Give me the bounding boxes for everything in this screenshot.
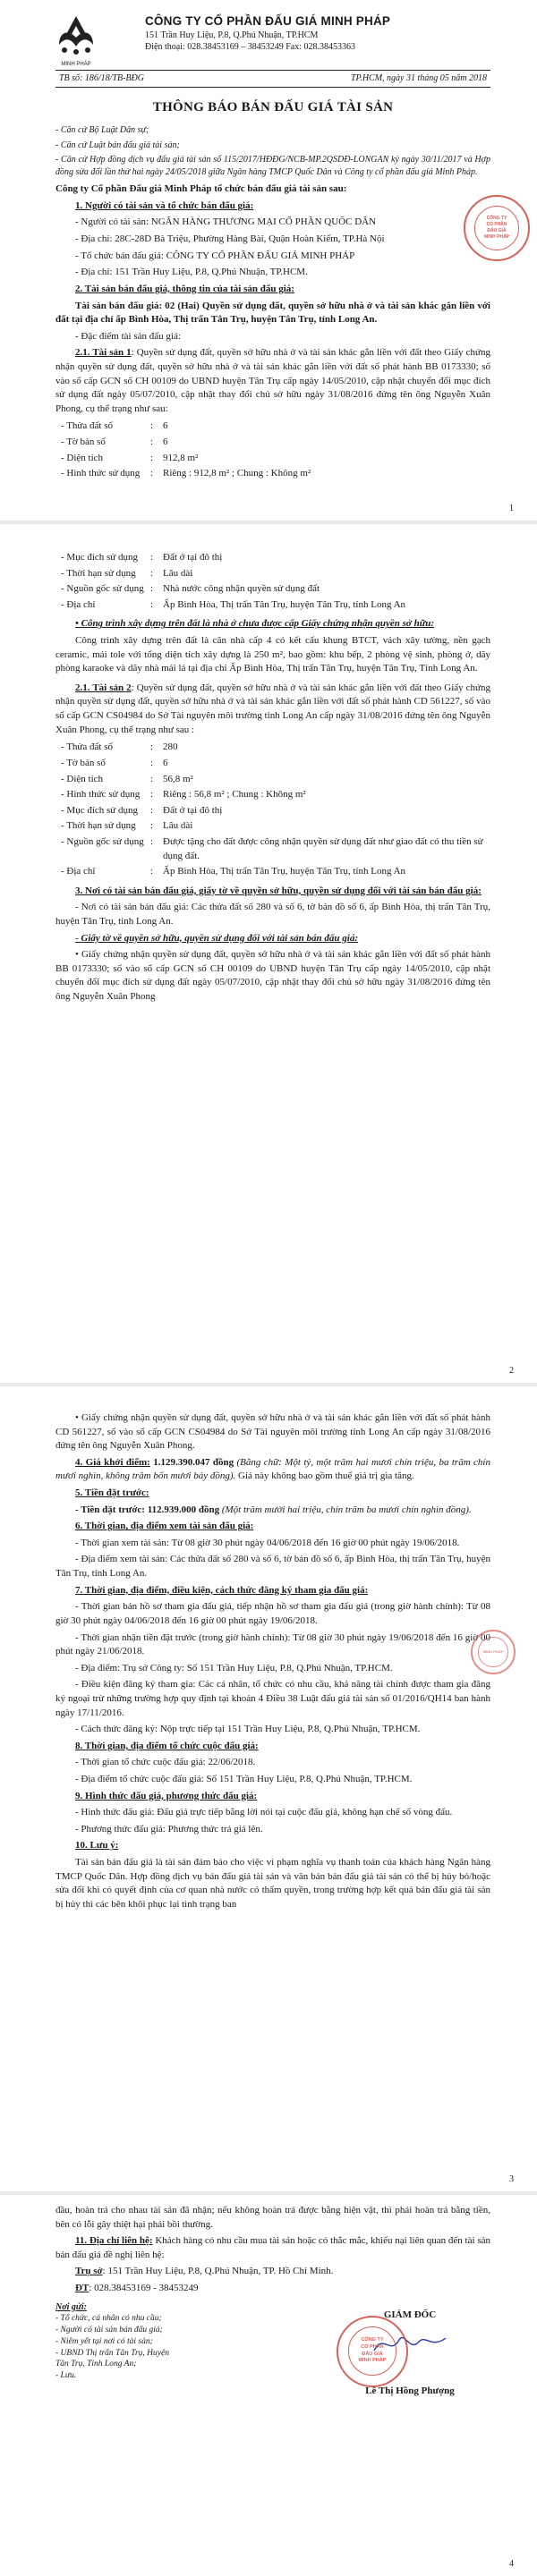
logo-text: MINH PHÁP <box>61 61 91 67</box>
company-seal: CÔNG TY CỔ PHẦN ĐẤU GIÁ MINH PHÁP <box>464 195 530 261</box>
section-7-heading: 7. Thời gian, địa điểm, điều kiện, cách thức đăng ký tham gia đấu giá: <box>75 1584 369 1596</box>
recipient-item: - Niêm yết tại nơi có tài sản; <box>55 2336 153 2346</box>
deposit-time: - Thời gian nhận tiền đặt trước (trong giờ hành chính): Từ 08 giờ 30 phút ngày 19/06/2018 đến 16 giờ 00 phút ngày 21/06/2018. <box>55 1631 490 1657</box>
company-name: CÔNG TY CỔ PHẦN ĐẤU GIÁ MINH PHÁP <box>145 14 391 28</box>
contact-phone: ĐT: 028.38453169 - 38453249 <box>75 2283 199 2294</box>
page-3 <box>0 1386 537 2191</box>
building-heading: • Công trình xây dựng trên đất là nhà ở chưa được cấp Giấy chứng nhận quyền sở hữu: <box>75 618 435 630</box>
recipients <box>55 2301 169 2382</box>
reference-number: TB số: 186/18/TB-BĐG <box>59 73 144 83</box>
ownership-docs-heading: - Giấy tờ về quyền sở hữu, quyền sử dụng đối với tài sản bán đấu giá: <box>75 932 358 944</box>
owner-address: - Địa chỉ: 28C-28D Bà Triệu, Phường Hàng Bài, Quận Hoàn Kiếm, TP.Hà Nội <box>75 233 385 245</box>
letterhead <box>55 13 490 68</box>
detail-row: - Diện tích : 56,8 m² <box>61 773 193 784</box>
detail-row: - Nguồn gốc sử dụng : Được tặng cho đất được công nhận quyền sử dụng đất như giao đất có thu tiền sử dụng đất. <box>61 835 483 861</box>
reference-bar <box>55 70 490 88</box>
detail-row: - Mục đích sử dụng : Đất ở tại đô thị <box>61 552 223 563</box>
director-seal: CÔNG TY CỔ PHẦN ĐẤU GIÁ MINH PHÁP <box>337 2316 408 2387</box>
section-10-heading: 10. Lưu ý: <box>75 1840 119 1852</box>
asset-summary: Tài sản bán đấu giá: 02 (Hai) Quyền sử dụng đất, quyền sở hữu nhà ở và tài sản khác gắn liền với đất tại địa chỉ ấp Bình Hòa, Thị trấn Tân Trụ, huyện Tân Trụ, tỉnh Long An. <box>55 300 490 326</box>
basis-item: - Căn cứ Luật bán đấu giá tài sản; <box>55 140 180 150</box>
section-11-heading: 11. Địa chỉ liên hệ: <box>75 2235 153 2247</box>
section-3-heading: 3. Nơi có tài sản bán đấu giá, giấy tờ về quyền sở hữu, quyền sử dụng đối với tài sản bán đấu giá: <box>75 885 482 896</box>
asset-2-details <box>55 741 490 878</box>
director-name: Lê Thị Hồng Phượng <box>365 2385 455 2396</box>
legal-basis <box>55 124 490 179</box>
asset-2-description <box>55 682 490 737</box>
auction-time: - Thời gian tổ chức cuộc đấu giá: 22/06/2018. <box>75 1757 256 1768</box>
asset-1-details <box>55 419 490 480</box>
starting-price: 1.129.390.047 đồng <box>149 1456 234 1468</box>
recipient-item: - UBND Thị trấn Tân Trụ, Huyện <box>55 2348 169 2358</box>
viewing-time: - Thời gian xem tài sản: Từ 08 giờ 30 phút ngày 04/06/2018 đến 16 giờ 00 phút ngày 19/06/2018. <box>75 1537 460 1548</box>
page-number: 4 <box>509 2558 514 2569</box>
building-text: Công trình xây dựng trên đất là căn nhà cấp 4 có kết cấu khung BTCT, vách xây tường, nền gạch ceramic, mái tole với tổng diện tích xây dựng là 250 m², bao gồm: khu bếp, 2 phòng vệ sinh, phòng ở, dãy phòng karaoke và dãy nhà mái lá tại địa chỉ Ấp Bình Hòa, Thị trấn Tân Trụ, huyện Tân Trụ, Tỉnh Long An. <box>55 635 490 674</box>
signature-block <box>55 2301 490 2427</box>
asset-1-text: : Quyền sử dụng đất, quyền sở hữu nhà ở và tài sản khác gắn liền với đất theo Giấy chứng nhận quyền sử dụng đất, quyền sở hữu nhà ở và tài sản khác gắn liền với đất số phát hành BB 0173330; số vào sổ cấp GCN số CH 00109 do UBND huyện Tân Trụ cấp ngày 14/05/2010, cập nhật chuyển đổi mục đích sử dụng đất ngày 05/07/2010, cập nhật thay đổi chủ sở hữu ngày 31/08/2016 đứng tên ông Nguyễn Xuân Phong, cụ thể trạng như sau: <box>55 347 490 414</box>
deposit <box>55 1504 490 1518</box>
recipient-item: - Tổ chức, cá nhân có nhu cầu; <box>55 2314 162 2324</box>
section-8-heading: 8. Thời gian, địa điểm tổ chức cuộc đấu giá: <box>75 1740 259 1751</box>
page-number: 1 <box>509 503 514 513</box>
page-number: 2 <box>509 1365 514 1376</box>
page-1 <box>0 0 537 521</box>
starting-price-words: (Bằng chữ: Một tỷ, một trăm hai mươi chín triệu, ba trăm chín mươi nghìn, không trăm bốn mươi bảy đồng). <box>55 1456 490 1482</box>
detail-row: - Địa chỉ : Ấp Bình Hòa, Thị trấn Tân Trụ, huyện Tân Trụ, tỉnh Long An <box>61 598 406 610</box>
company-address: 151 Trần Huy Liệu, P.8, Q.Phú Nhuận, TP.HCM <box>145 30 319 41</box>
asset-location: - Nơi có tài sản bán đấu giá: Các thửa đất số 280 và số 6, tờ bản đồ số 6, ấp Bình Hòa, thị trấn Tân Trụ, huyện Tân Trụ, tỉnh Long An. <box>55 902 490 928</box>
ownership-doc-1: • Giấy chứng nhận quyền sử dụng đất, quyền sở hữu nhà ở và tài sản khác gắn liền với đất số phát hành BB 0173330; số vào sổ cấp GCN số CH 00109 do UBND huyện Tân Trụ cấp ngày 14/05/2010, cập nhật chuyển đổi mục đích sử dụng đất ngày 05/07/2010, cập nhật thay đổi chủ sở hữu ngày 31/08/2016 đứng tên ông Nguyễn Xuân Phong <box>55 949 490 1003</box>
page-2 <box>0 524 537 1383</box>
contact-address: Trụ sở: 151 Trần Huy Liệu, P.8, Q.Phú Nhuận, TP. Hồ Chí Minh. <box>75 2266 334 2277</box>
recipient-item: - Lưu. <box>55 2371 77 2381</box>
deposit-words: (Một trăm mười hai triệu, chín trăm ba mươi chín nghìn đồng). <box>219 1504 472 1515</box>
page-title: THÔNG BÁO BÁN ĐẤU GIÁ TÀI SẢN <box>152 100 394 115</box>
company-phone-fax: Điện thoại: 028.38453169 – 38453249 Fax: 028.38453363 <box>145 42 355 53</box>
logo-mark-icon <box>47 13 106 57</box>
asset-2-label: 2.1. Tài sản 2 <box>75 682 132 693</box>
note-text: Tài sản bán đấu giá là tài sản đảm bảo cho việc vì phạm nghĩa vụ thanh toán của khách hàng Ngân hàng TMCP Quốc Dân. Hợp đồng dịch vụ bán đấu giá tài sản và văn bản bán đấu giá tài sản có thể bị hủy bỏ/hoặc sửa đổi khi có quyết định của cơ quan nhà nước có thẩm quyền, trong trường hợp kết quả bán đấu giá tài sản bị hủy thì các bên khôi phục lại tình trạng ban <box>55 1857 490 1910</box>
registration-time: - Thời gian bán hồ sơ tham gia đấu giá, tiếp nhận hồ sơ tham gia đấu giá (trong giờ hành chính): Từ 08 giờ 30 phút ngày 04/06/2018 đến 16 giờ 00 phút ngày 19/06/2018. <box>55 1601 490 1626</box>
ownership-doc-2: • Giấy chứng nhận quyền sử dụng đất, quyền sở hữu nhà ở và tài sản khác gắn liền với đất số phát hành CD 561227, số vào sổ cấp GCN CS04984 do Sở Tài nguyên môi trường tỉnh Long An cấp ngày 31/08/2016 đứng tên ông Nguyễn Xuân Phong. <box>55 1412 490 1452</box>
detail-row: - Thửa đất số : 6 <box>61 420 168 432</box>
company-info <box>145 13 390 53</box>
detail-row: - Tờ bản số : 6 <box>61 757 168 768</box>
contact-text: Khách hàng có nhu cầu mua tài sản hoặc có thắc mắc, khiếu nại liên quan đến tài sản bán đấu giá đề nghị liên hệ: <box>55 2235 490 2260</box>
registration-conditions: - Điều kiện đăng ký tham gia: Các cá nhân, tổ chức có nhu cầu, khả năng tài chính được tham gia đăng ký ngoại trừ những trường hợp quy định tại khoản 4 Điều 38 Luật đấu giá tài sản số 01/2016/QH14 ban hành ngày 17/11/2016. <box>55 1679 490 1718</box>
recipient-item: - Người có tài sản bán đấu giá; <box>55 2325 163 2334</box>
registration-place: - Địa điểm: Trụ sở Công ty: Số 151 Trần Huy Liệu, P.8, Q.Phú Nhuận, TP.HCM. <box>75 1662 393 1674</box>
director-title: GIÁM ĐỐC <box>383 2309 437 2320</box>
detail-row: - Địa chỉ : Ấp Bình Hòa, Thị trấn Tân Trụ, huyện Tân Trụ, tỉnh Long An <box>61 866 406 877</box>
auction-org-address: - Địa chỉ: 151 Trần Huy Liệu, P.8, Q.Phú Nhuận, TP.HCM. <box>75 267 308 278</box>
section-5-heading: 5. Tiền đặt trước: <box>75 1487 149 1499</box>
detail-row: - Mục đích sử dụng : Đất ở tại đô thị <box>61 804 223 816</box>
section-4-heading: 4. Giá khởi điểm: <box>75 1456 150 1468</box>
section-11 <box>55 2234 490 2262</box>
page-4 <box>0 2195 537 2576</box>
viewing-place: - Địa điểm xem tài sản: Các thửa đất số 280 và số 6, tờ bản đồ số 6, ấp Bình Hòa, thị trấn Tân Trụ, huyện Tân Trụ, tỉnh Long An. <box>55 1554 490 1580</box>
detail-row: - Thời hạn sử dụng : Lâu dài <box>61 567 193 579</box>
owner-name: - Người có tài sản: NGÂN HÀNG THƯƠNG MẠI CỔ PHẦN QUỐC DÂN <box>75 216 377 228</box>
company-logo <box>47 13 106 68</box>
section-9-heading: 9. Hình thức đấu giá, phương thức đấu giá: <box>75 1790 258 1801</box>
recipients-heading: Nơi gửi: <box>55 2301 87 2312</box>
intro-text: Công ty Cổ phần Đấu giá Minh Pháp tổ chức bán đấu giá tài sản sau: <box>55 183 347 195</box>
auction-place: - Địa điểm tổ chức cuộc đấu giá: Số 151 Trần Huy Liệu, P.8, Q.Phú Nhuận, TP.HCM. <box>75 1774 413 1785</box>
starting-price-note: Giá này không bao gồm thuế giá trị gia tăng. <box>235 1470 414 1482</box>
deposit-amount: - Tiền đặt trước: 112.939.000 đồng <box>75 1504 220 1515</box>
asset-1-description <box>55 346 490 416</box>
section-1-heading: 1. Người có tài sản và tổ chức bán đấu giá: <box>75 199 254 211</box>
auction-org-name: - Tổ chức bán đấu giá: CÔNG TY CỔ PHẦN ĐẤU GIÁ MINH PHÁP <box>75 250 355 261</box>
asset-1-details-cont <box>55 551 490 612</box>
section-4 <box>55 1456 490 1484</box>
note-text-cont: đầu, hoàn trả cho nhau tài sản đã nhận; nếu không hoàn trả được bằng hiện vật, thì phải hoàn trả bằng tiền, bên có lỗi gây thiệt hại phải bồi thường. <box>55 2205 490 2230</box>
detail-row: - Nguồn gốc sử dụng : Nhà nước công nhận quyền sử dụng đất <box>61 583 320 595</box>
basis-item: - Căn cứ Hợp đồng dịch vụ đấu giá tài sản số 115/2017/HĐĐG/NCB-MP.2QSDĐ-LONGAN ký ngày 30/11/2017 và Hợp đồng sửa đổi lần thứ hai ngày 24/05/2018 giữa Ngân hàng TMCP Quốc Dân và Công ty cổ phần đấu giá Minh Pháp. <box>55 154 490 178</box>
asset-features-label: - Đặc điểm tài sản đấu giá: <box>75 330 181 342</box>
section-6-heading: 6. Thời gian, địa điểm xem tài sản đấu giá: <box>75 1521 254 1532</box>
detail-row: - Hình thức sử dụng : Riêng : 912,8 m² ; Chung : Không m² <box>61 468 311 479</box>
document-date: TP.HCM, ngày 31 tháng 05 năm 2018 <box>350 73 487 83</box>
section-2-heading: 2. Tài sản bán đấu giá, thông tin của tài sản đấu giá: <box>75 283 294 294</box>
page-number: 3 <box>509 2174 514 2184</box>
asset-1-label: 2.1. Tài sản 1 <box>75 347 132 359</box>
auction-method: - Phương thức đấu giá: Phương thức trả giá lên. <box>75 1823 263 1835</box>
detail-row: - Hình thức sử dụng : Riêng : 56,8 m² ; Chung : Không m² <box>61 789 306 801</box>
recipient-item: Tân Trụ, Tỉnh Long An; <box>55 2360 137 2369</box>
registration-method: - Cách thức đăng ký: Nộp trực tiếp tại 151 Trần Huy Liệu, P.8, Q.Phú Nhuận, TP.HCM. <box>75 1724 421 1735</box>
detail-row: - Tờ bản số : 6 <box>61 436 168 447</box>
detail-row: - Thời hạn sử dụng : Lâu dài <box>61 820 193 832</box>
detail-row: - Thửa đất số : 280 <box>61 741 178 753</box>
auction-form: - Hình thức đấu giá: Đấu giá trực tiếp bằng lời nói tại cuộc đấu giá, không hạn chế số vòng đấu. <box>75 1807 453 1818</box>
company-seal: MINH PHÁP <box>471 1630 516 1674</box>
asset-2-text: : Quyền sử dụng đất, quyền sở hữu nhà ở và tài sản khác gắn liền với đất theo Giấy chứng nhận quyền sử dụng đất, quyền sở hữu nhà ở và tài sản khác gắn liền với đất số phát hành CD 561227, số vào sổ cấp GCN CS04984 do Sở Tài nguyên môi trường tỉnh Long An cấp ngày 31/08/2016 đứng tên ông Nguyễn Xuân Phong, cụ thể trạng như sau : <box>55 682 490 735</box>
detail-row: - Diện tích : 912,8 m² <box>61 452 199 463</box>
basis-item: - Căn cứ Bộ Luật Dân sự; <box>55 125 149 136</box>
